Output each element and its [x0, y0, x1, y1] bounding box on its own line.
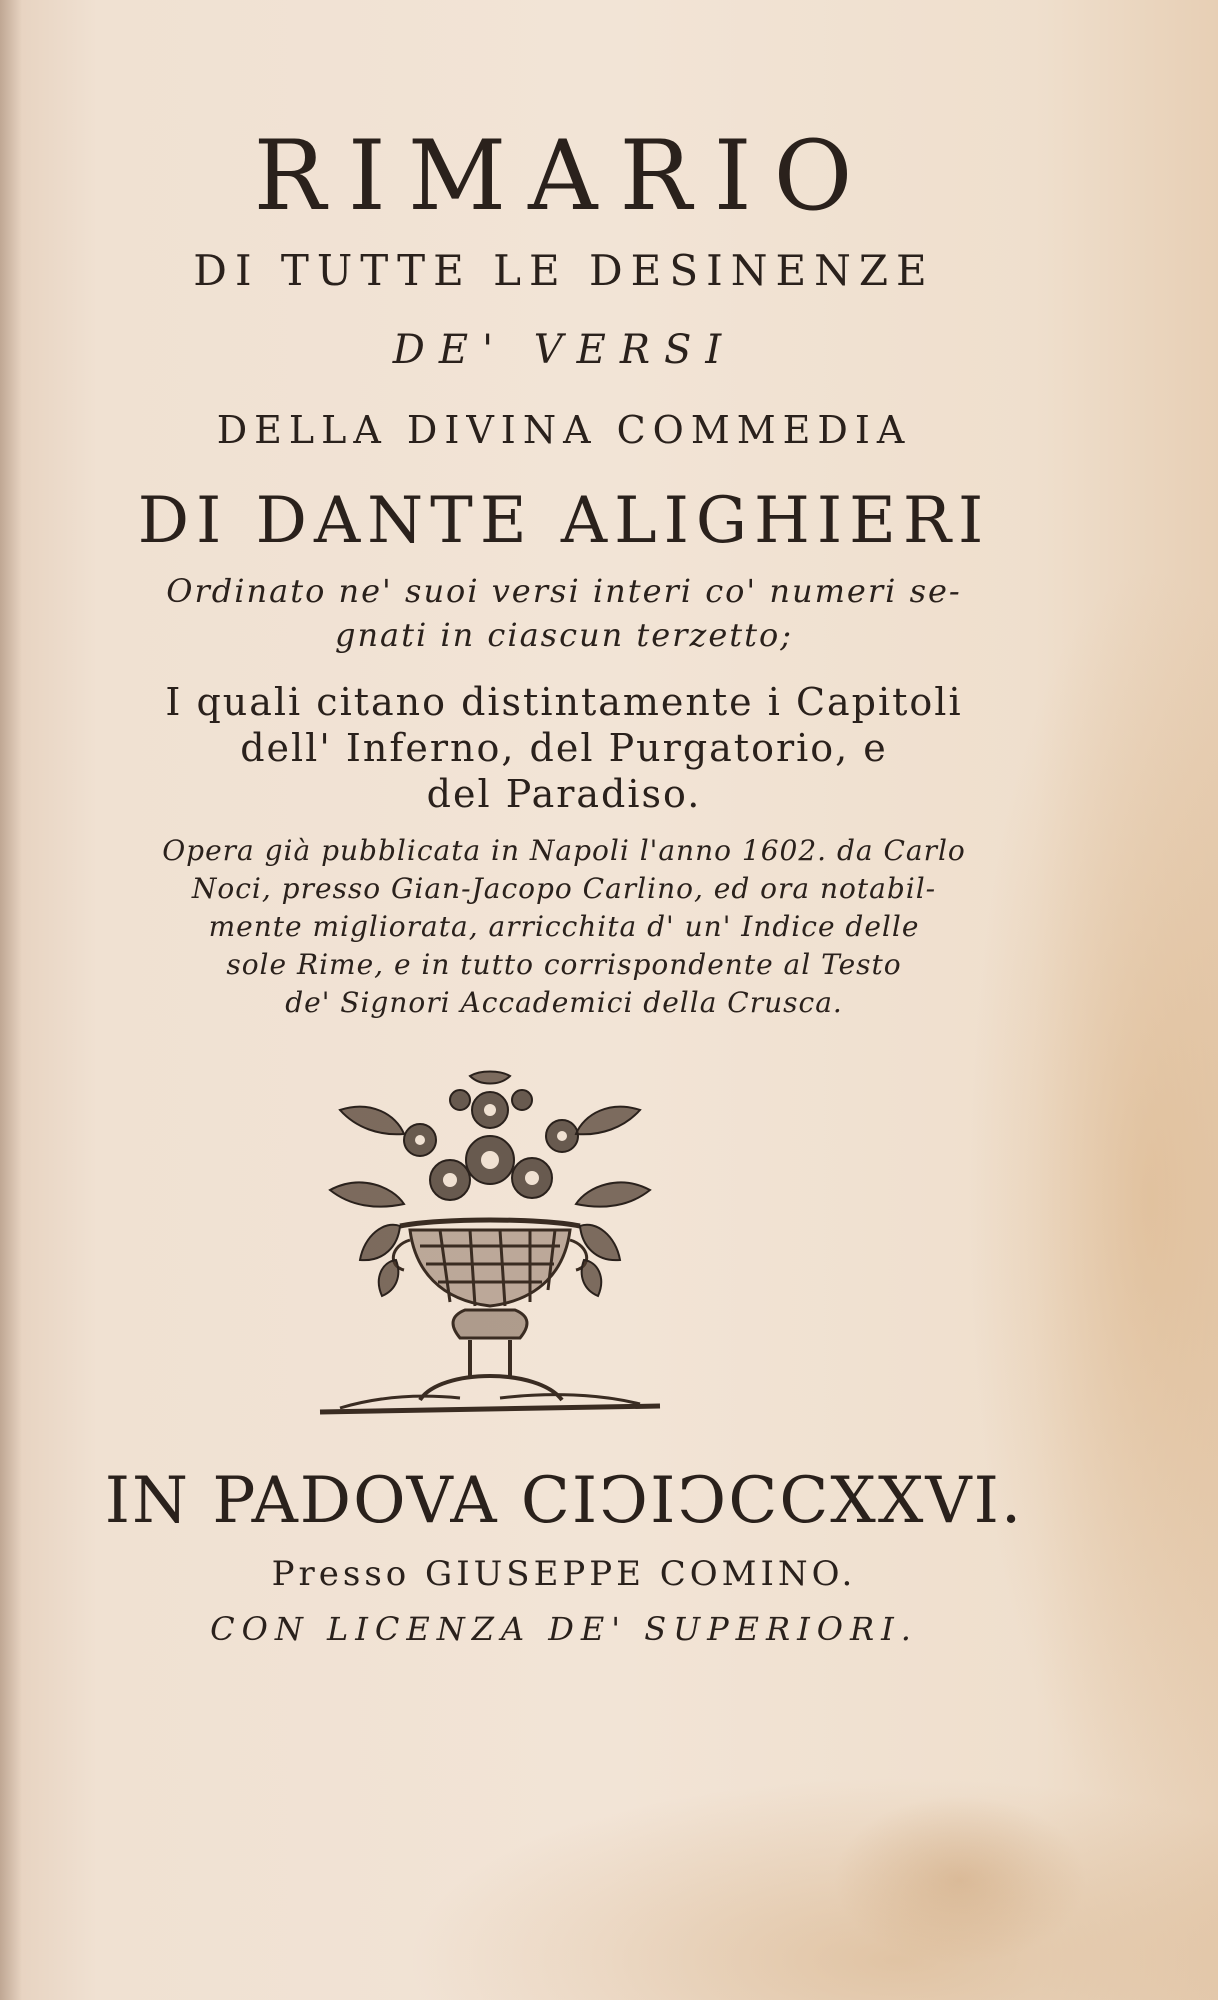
- subtitle-line-3: DELLA DIVINA COMMEDIA: [216, 408, 912, 452]
- description-roman-3: del Paradiso.: [426, 772, 702, 816]
- opera-note-2: Noci, presso Gian-Jacopo Carlino, ed ora notabil-: [191, 872, 937, 905]
- flower-basket-icon: [300, 1070, 680, 1430]
- author-line: DI DANTE ALIGHIERI: [137, 484, 991, 558]
- opera-note-3: mente migliorata, arricchita d' un' Indice delle: [208, 910, 920, 943]
- opera-note-5: de' Signori Accademici della Crusca.: [285, 986, 843, 1019]
- imprint-place-date: IN PADOVA CIↃIↃCCXXVI.: [104, 1464, 1024, 1538]
- description-roman-2: dell' Inferno, del Purgatorio, e: [240, 726, 888, 770]
- description-italic-2: gnati in ciascun terzetto;: [334, 616, 794, 654]
- imprint-licence: CON LICENZA DE' SUPERIORI.: [210, 1610, 918, 1648]
- subtitle-line-1: DI TUTTE LE DESINENZE: [193, 246, 935, 295]
- opera-note-1: Opera già pubblicata in Napoli l'anno 1602. da Carlo: [162, 834, 966, 867]
- imprint-printer: Presso GIUSEPPE COMINO.: [271, 1554, 857, 1594]
- opera-note-4: sole Rime, e in tutto corrispondente al Testo: [226, 948, 902, 981]
- subtitle-line-2: DE' VERSI: [392, 327, 736, 373]
- description-roman-1: I quali citano distintamente i Capitoli: [165, 680, 963, 724]
- description-italic-1: Ordinato ne' suoi versi interi co' numeri se-: [166, 572, 962, 610]
- book-title: RIMARIO: [253, 120, 875, 232]
